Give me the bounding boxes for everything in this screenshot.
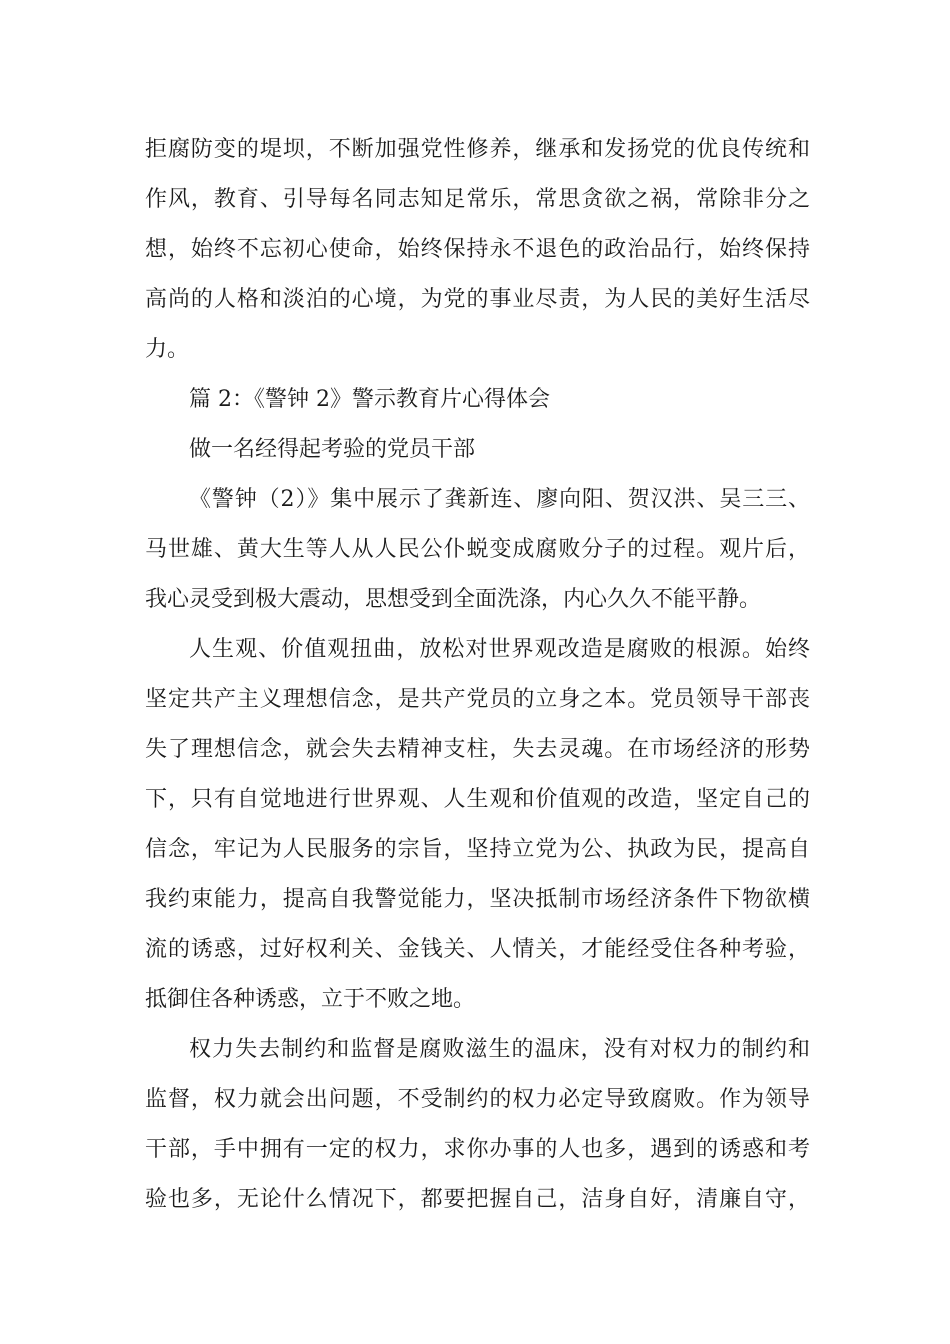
- paragraph-2-line-1: 《警钟（2）》集中展示了龚新连、廖向阳、贺汉洪、吴三三、: [189, 487, 810, 512]
- paragraph-3-line-1: 人生观、价值观扭曲，放松对世界观改造是腐败的根源。始终: [189, 637, 810, 662]
- paragraph-3-line-3: 失了理想信念，就会失去精神支柱，失去灵魂。在市场经济的形势: [145, 737, 810, 762]
- paragraph-1-line-4: 高尚的人格和淡泊的心境，为党的事业尽责，为人民的美好生活尽: [145, 287, 810, 312]
- section-heading: 篇 2：《警钟 2》警示教育片心得体会: [189, 387, 550, 412]
- paragraph-3-line-4: 下，只有自觉地进行世界观、人生观和价值观的改造，坚定自己的: [145, 787, 810, 812]
- paragraph-1-line-2: 作风，教育、引导每名同志知足常乐，常思贪欲之祸，常除非分之: [145, 187, 810, 212]
- paragraph-3-line-2: 坚定共产主义理想信念，是共产党员的立身之本。党员领导干部丧: [145, 687, 810, 712]
- paragraph-1-line-1: 拒腐防变的堤坝，不断加强党性修养，继承和发扬党的优良传统和: [145, 137, 810, 162]
- paragraph-2-line-2: 马世雄、黄大生等人从人民公仆蜕变成腐败分子的过程。观片后，: [145, 537, 810, 562]
- paragraph-1-line-5: 力。: [145, 337, 190, 362]
- paragraph-3-line-7: 流的诱惑，过好权利关、金钱关、人情关，才能经受住各种考验，: [145, 937, 810, 962]
- article-title: 做一名经得起考验的党员干部: [189, 437, 476, 462]
- paragraph-2-line-3: 我心灵受到极大震动，思想受到全面洗涤，内心久久不能平静。: [145, 587, 762, 612]
- paragraph-4-line-1: 权力失去制约和监督是腐败滋生的温床，没有对权力的制约和: [189, 1037, 810, 1062]
- paragraph-4-line-2: 监督，权力就会出问题，不受制约的权力必定导致腐败。作为领导: [145, 1087, 810, 1112]
- paragraph-4-line-3: 干部，手中拥有一定的权力，求你办事的人也多，遇到的诱惑和考: [145, 1137, 810, 1162]
- paragraph-1-line-3: 想，始终不忘初心使命，始终保持永不退色的政治品行，始终保持: [145, 237, 810, 262]
- paragraph-3-line-5: 信念，牢记为人民服务的宗旨，坚持立党为公、执政为民，提高自: [145, 837, 810, 862]
- paragraph-4-line-4: 验也多，无论什么情况下，都要把握自己，洁身自好，清廉自守，: [145, 1187, 810, 1212]
- paragraph-3-line-8: 抵御住各种诱惑，立于不败之地。: [145, 987, 476, 1012]
- paragraph-3-line-6: 我约束能力，提高自我警觉能力，坚决抵制市场经济条件下物欲横: [145, 887, 810, 912]
